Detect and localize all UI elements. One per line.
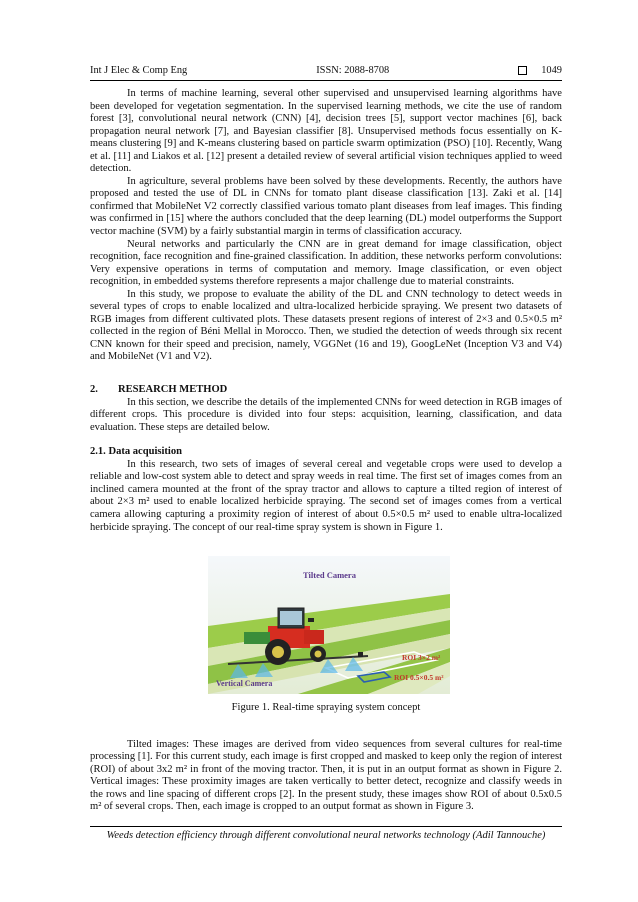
paragraph: In this study, we propose to evaluate the ability of the DL and CNN technology to detect weeds in several types of crops to enable localized and ultra-localized herbicide spraying. We present two datasets of RGB images from different cultivated plots. These datasets present regions of interest of 2×3 and 0.5×0.5 m² collected in the region of Béni Mellal in Morocco. Then, we studied the detection of weeds through six recent CNN known for their speed and precision, namely, VGGNet (16 and 19), GoogLeNet (Inception V3 and V4) and MobileNet (V1 and V2). — [90, 288, 562, 363]
tilted-camera-label: Tilted Camera — [303, 570, 356, 581]
roi-small-label: ROI 0.5×0.5 m² — [394, 673, 444, 683]
paragraph: Tilted images: These images are derived from video sequences from several cultures for real-time processing [1]. For this current study, each image is first cropped and masked to keep only the region of interest (ROI) of about 3x2 m² in front of the moving tractor. Then, it is put in an output format as shown in Figure 2. Vertical images: These proximity images are taken vertically to better detect, recognize and classify weeds in the rows and line spacing of different crops [2]. In the present study, these images show ROI of about 0.5x0.5 m² of several crops. Then, each image is cropped to an output format as shown in Figure 3. — [90, 738, 562, 813]
journal-name: Int J Elec & Comp Eng — [90, 64, 188, 76]
paragraph: In terms of machine learning, several other supervised and unsupervised learning algorithms have been developed for vegetation segmentation. In the supervised learning methods, we cite the use of random forest [3], convolutional neural network (CNN) [4], decision trees [5], support vector machines [6], back propagation neural network [7], and Bayesian classifier [8]. Unsupervised methods focus essentially on K-means clustering [9] and K-means clustering based on particle swarm optimization (PSO) [10]. Recently, Wang et al. [11] and Liakos et al. [12] present a detailed review of several artificial vision techniques applied to weed detection. — [90, 88, 562, 175]
checkbox-square-icon — [518, 66, 527, 75]
section-number: 2. — [90, 384, 98, 396]
figure-caption: Figure 1. Real-time spraying system concept — [231, 702, 421, 714]
vertical-camera-label: Vertical Camera — [216, 679, 273, 689]
paragraph: In agriculture, several problems have been solved by these developments. Recently, the authors have proposed and tested the use of DL in CNNs for tomato plant disease classification [13]. Zaki et al. [14] confirmed that MobileNet V2 correctly classified various tomato plant diseases from leaf images. This finding was confirmed in [15] where the authors concluded that the deep learning (DL) model outperforms the Support vector machine (SVM) by a fairly substantial margin in terms of classification accuracy. — [90, 175, 562, 238]
header-rule — [90, 80, 562, 81]
figure-1 — [208, 556, 450, 694]
running-footer: Weeds detection efficiency through different convolutional neural networks technology (Adil Tannouche) — [106, 830, 546, 841]
section-title: RESEARCH METHOD — [118, 384, 228, 396]
page-number-group — [518, 65, 562, 76]
paragraph: In this section, we describe the details of the implemented CNNs for weed detection in RGB images of different crops. This procedure is divided into four steps: acquisition, learning, classification, and data evaluation. These steps are detailed below. — [90, 396, 562, 433]
issn: ISSN: 2088-8708 — [316, 64, 390, 76]
spraying-system-illustration — [208, 556, 450, 694]
section-heading — [90, 384, 562, 397]
page-number: 1049 — [541, 64, 562, 76]
page-body — [90, 88, 562, 814]
paragraph: Neural networks and particularly the CNN are in great demand for image classification, object recognition, face recognition and fine-grained classification. In addition, these networks perform convolutions: Very expensive operations in terms of computation and memory. Image classification, or even object recognition, in embedded systems therefore represents a major challenge due to material constraints. — [90, 238, 562, 288]
paragraph: In this research, two sets of images of several cereal and vegetable crops were used to develop a reliable and low-cost system able to detect and spray weeds in real time. The first set of images comes from an inclined camera mounted at the front of the spray tractor and allows to capture a tilted region of interest of about 2×3 m² used to enable localized herbicide spraying. The second set of images comes from a vertical camera allowing capturing a proximity region of interest of about 0.5×0.5 m² used to enable ultra-localized herbicide spraying. The concept of our real-time spray system is shown in Figure 1. — [90, 458, 562, 533]
roi-large-label: ROI 3×2 m² — [402, 653, 441, 663]
page-header — [90, 62, 562, 78]
footer-rule — [90, 826, 562, 827]
subsection-heading: 2.1. Data acquisition — [90, 446, 183, 458]
